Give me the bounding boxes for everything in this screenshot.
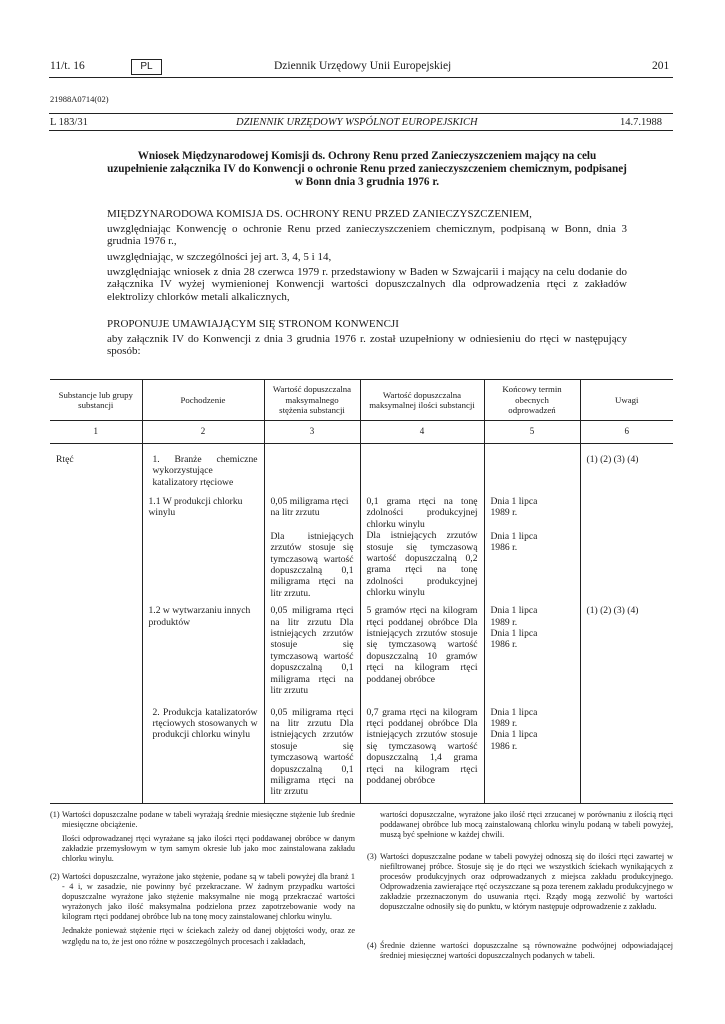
journal-title: Dziennik Urzędowy Unii Europejskiej [274, 60, 452, 72]
footnote-marker: (3) [367, 852, 377, 861]
substance-cell: Rtęć [56, 454, 74, 465]
quantity-value: Dla istniejących zrzutów stosuje się tymczasową wartość dopuszczalną 0,2 grama rtęci na tonę zdolności produkcyjnej chlorku winylu [366, 530, 478, 599]
proposal-heading: PROPONUJE UMAWIAJĄCYM SIĘ STRONOM KONWENCJI [107, 318, 399, 330]
table-row [50, 492, 673, 599]
notes-cell: (1) (2) (3) (4) [580, 599, 673, 696]
oj-reference: L 183/31 [50, 117, 88, 128]
table-header-row [50, 380, 673, 421]
proposal-text: aby załącznik IV do Konwencji z dnia 3 grudnia 1976 r. został uzupełniony w odniesieniu do rtęci w następujący sposób: [107, 333, 627, 358]
header-notes: Uwagi [580, 380, 673, 421]
footnote-text: Ilości odprowadzanej rtęci wyrażane są jako ilości rtęci poddawanej obróbce w danym zakładzie przemysłowym w tym samym okresie lub jako moc zainstalowana zakładu chlorku winylu. [62, 834, 355, 864]
col-number: 4 [360, 421, 484, 444]
celex-number: 21988A0714(02) [50, 94, 109, 104]
header-substance: Substancje lub grupy substancji [50, 380, 142, 421]
concentration-value: Dla istniejących zrzutów stosuje się tymczasową wartość dopuszczalną 0,1 miligrama rtęci na litr zrzutu. [270, 530, 354, 599]
header-origin: Pochodzenie [142, 380, 264, 421]
column-number-row [50, 421, 673, 444]
deadline-value: Dnia 1 lipca 1989 r. [490, 605, 538, 628]
empty-cell [50, 492, 142, 599]
table-row [50, 599, 673, 696]
footnote-text: Wartości dopuszczalne podane w tabeli powyżej odnoszą się do ilości rtęci zawartej w niefiltrowanej próbce. Stosuje się je do rtęci we wszystkich ściekach wynikających z procesów produkcyjnych oraz odprowadzanych z miejsca zakładu produkcyjnego. Odprowadzenia zawierające rtęć oczyszczane są poza terenem zakładu produkcyjnego w zakładzie przeznaczonym do usuwania rtęci. Rządy mogą zezwolić by wartości dopuszczalne odnosiły się do punktu, w którym następuje odprowadzenie z zakładu. [380, 852, 673, 912]
footnote-text: Średnie dzienne wartości dopuszczalne są równoważne podwójnej odpowiadającej średniej miesięcznej wartości dopuszczalnych podanych w tabeli. [380, 941, 673, 961]
footnote-text: Wartości dopuszczalne, wyrażone jako stężenie, podane są w tabeli powyżej dla branż 1 - 4 i, w zasadzie, nie powinny być przekraczane. W żadnym przypadku wartości dopuszczalne wyrażone jako stężenie maksymalne nie mogą przekraczać wartości wyrażonych jako ilość maksymalna podzielona przez zapotrzebowanie wody na kilogram rtęci poddanej obróbce lub na tonę mocy zainstalowanej chlorku winylu. [62, 872, 355, 922]
footnote-2 [50, 872, 355, 947]
header-deadline: Końcowy termin obecnych odprowadzeń [484, 380, 580, 421]
deadline-value: Dnia 1 lipca 1989 r. [490, 706, 538, 729]
col-number: 5 [484, 421, 580, 444]
quantity-value: 0,7 grama rtęci na kilogram rtęci poddanej obróbce Dla istniejących zrzutów stosuje się tymczasową wartość dopuszczalną 1,4 grama rtęci na kilogram rtęci poddanej obróbce [360, 697, 484, 804]
footnote-3 [367, 852, 673, 913]
table-row [50, 697, 673, 804]
empty-cell [484, 444, 580, 493]
col-number: 3 [264, 421, 360, 444]
footnote-text: wartości dopuszczalne, wyrażone jako ilość rtęci zrzucanej w porównaniu z ilością rtęci poddawanej obróbce lub mocą zainstalowaną chlorku winylu podaną w tabeli powyżej, muszą być spełnione w każdej chwili. [380, 810, 673, 840]
oj-date: 14.7.1988 [620, 117, 662, 128]
page-ref: 11/t. 16 [50, 60, 85, 72]
oj-rule-top [49, 113, 673, 114]
origin-cell: 1.1 W produkcji chlorku winylu [142, 492, 264, 599]
footnote-4 [367, 941, 673, 961]
notes-cell: (1) (2) (3) (4) [580, 444, 673, 493]
footnote-marker: (1) [50, 810, 60, 819]
footnote-text: Wartości dopuszczalne podane w tabeli wyrażają średnie miesięczne stężenie lub średnie miesięczne obciążenie. [62, 810, 355, 830]
empty-cell [360, 444, 484, 493]
col-number: 6 [580, 421, 673, 444]
origin-cell: 1.2 w wytwarzaniu innych produktów [142, 599, 264, 696]
empty-cell [50, 697, 142, 804]
header-rule [49, 77, 673, 78]
concentration-value: 0,05 miligrama rtęci na litr zrzutu Dla istniejących zrzutów stosuje się tymczasową wartość dopuszczalną 0,1 miligrama rtęci na litr zrzutu [264, 599, 360, 696]
header-quantity: Wartość dopuszczalna maksymalnej ilości substancji [360, 380, 484, 421]
footnote-marker: (4) [367, 941, 377, 950]
oj-title: DZIENNIK URZĘDOWY WSPÓLNOT EUROPEJSKICH [236, 117, 478, 128]
limit-values-table [50, 379, 673, 804]
empty-cell [580, 492, 673, 599]
table-row [50, 444, 673, 493]
deadline-value: Dnia 1 lipca 1986 r. [490, 628, 538, 651]
language-badge: PL [131, 59, 162, 75]
recital-2: uwzględniając, w szczególności jej art. 3, 4, 5 i 14, [107, 251, 332, 263]
empty-cell [580, 697, 673, 804]
quantity-value: 0,1 grama rtęci na tonę zdolności produkcyjnej chlorku winylu [366, 496, 478, 530]
recital-3: uwzględniając wniosek z dnia 28 czerwca 1979 r. przedstawiony w Baden w Szwajcarii i mający na celu dodanie do załącznika IV wyżej wymienionej Konwencji wartości dopuszczalnych dla odprowadzenia rtęci z zakładów elektrolizy chlorków metali alkalicznych, [107, 266, 627, 303]
origin-cell: 2. Produkcja katalizatorów rtęciowych stosowanych w produkcji chlorku winylu [142, 697, 264, 804]
header-concentration: Wartość dopuszczalna maksymalnego stężenia substancji [264, 380, 360, 421]
col-number: 2 [142, 421, 264, 444]
quantity-value: 5 gramów rtęci na kilogram rtęci poddanej obróbce Dla istniejących zrzutów stosuje się tymczasową wartość dopuszczalną 10 gramów rtęci na kilogram rtęci poddanej obróbce [360, 599, 484, 696]
empty-cell [50, 599, 142, 696]
footnote-marker: (2) [50, 872, 60, 881]
footnote-2-continued [367, 810, 673, 840]
origin-cell: 1. Branże chemiczne wykorzystujące katalizatory rtęciowe [142, 444, 264, 493]
oj-rule-bottom [49, 130, 673, 131]
deadline-value: Dnia 1 lipca 1986 r. [490, 729, 538, 752]
concentration-value: 0,05 miligrama rtęci na litr zrzutu Dla istniejących zrzutów stosuje się tymczasową wartość dopuszczalną 0,1 miligrama rtęci na litr zrzutu [264, 697, 360, 804]
col-number: 1 [50, 421, 142, 444]
page-number: 201 [652, 60, 670, 72]
concentration-value: 0,05 miligrama rtęci na litr zrzutu [270, 496, 349, 519]
commission-name: MIĘDZYNARODOWA KOMISJA DS. OCHRONY RENU PRZED ZANIECZYSZCZENIEM, [107, 208, 532, 220]
recital-1: uwzględniając Konwencję o ochronie Renu przed zanieczyszczeniem chemicznym, podpisaną w Bonn, dnia 3 grudnia 1976 r., [107, 223, 627, 248]
document-title: Wniosek Międzynarodowej Komisji ds. Ochrony Renu przed Zanieczyszczeniem mający na celu uzupełnienie załącznika IV do Konwencji o ochronie Renu przed zanieczyszczeniem chemicznym, podpisanej w Bonn dnia 3 grudnia 1976 r. [107, 150, 627, 188]
deadline-value: Dnia 1 lipca 1986 r. [490, 530, 538, 554]
deadline-value: Dnia 1 lipca 1989 r. [490, 496, 538, 519]
footnote-text: Jednakże ponieważ stężenie rtęci w ściekach zależy od danej objętości wody, oraz ze względu na to, że jest ono różne w poszczególnych procesach i zakładach, [62, 926, 355, 946]
empty-cell [264, 444, 360, 493]
footnote-1 [50, 810, 355, 864]
